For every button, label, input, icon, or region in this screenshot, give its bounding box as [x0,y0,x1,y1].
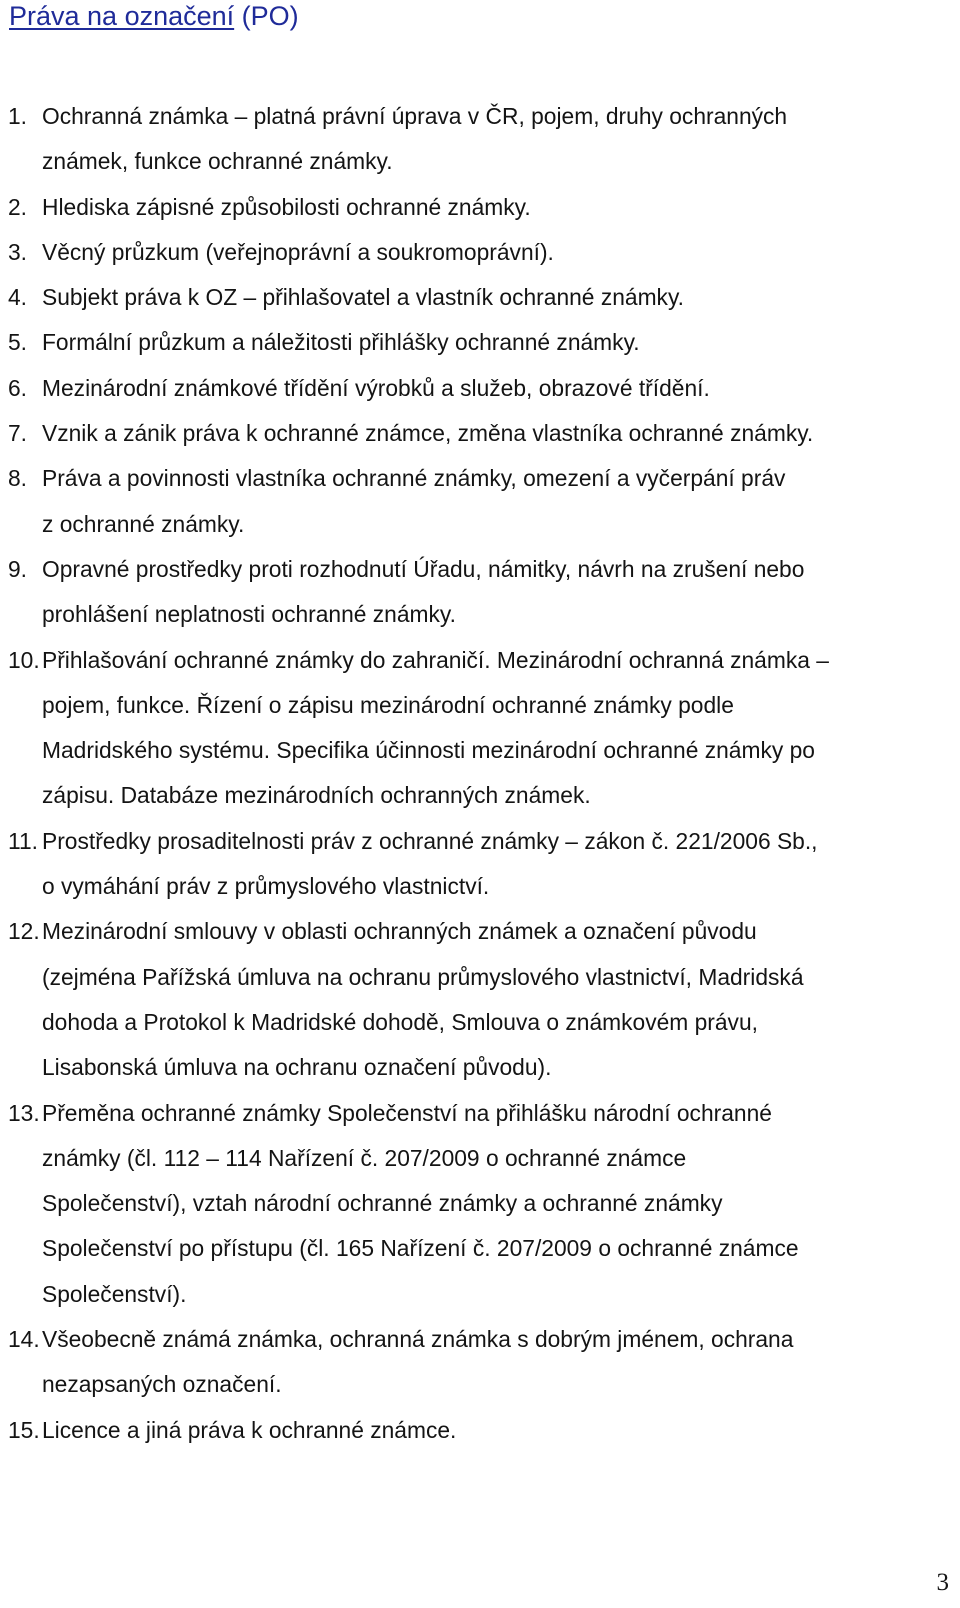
list-item-text-line: Opravné prostředky proti rozhodnutí Úřadu, námitky, návrh na zrušení nebo [42,555,805,582]
list-item-text-line: Vznik a zánik práva k ochranné známce, změna vlastníka ochranné známky. [42,420,814,447]
list-item-text-line: o vymáhání práv z průmyslového vlastnictví. [42,873,490,900]
list-item-text-line: Ochranná známka – platná právní úprava v ČR, pojem, druhy ochranných [42,103,788,129]
list-item-text-line: Přeměna ochranné známky Společenství na přihlášku národní ochranné [42,1099,772,1126]
list-item-number: 1. [8,103,28,129]
list-item [0,1091,960,1317]
list-item-text-line: pojem, funkce. Řízení o zápisu mezinárodní ochranné známky podle [42,691,734,718]
list-item-number: 12. [8,918,40,945]
list-item-number: 7. [8,420,28,447]
list-item-text-line: Společenství), vztah národní ochranné známky a ochranné známky [42,1190,723,1217]
list-item-number: 5. [8,329,28,356]
list-item-text-line: dohoda a Protokol k Madridské dohodě, Smlouva o známkovém právu, [42,1008,758,1035]
list-item-text-line: prohlášení neplatnosti ochranné známky. [42,601,456,628]
title-link[interactable]: Práva na označení [9,1,235,31]
list-item-number: 14. [8,1326,40,1353]
page-title [9,0,299,32]
list-item-text-line: z ochranné známky. [42,510,245,537]
list-item [0,275,960,320]
list-item-text-line: Práva a povinnosti vlastníka ochranné známky, omezení a vyčerpání práv [42,465,786,492]
list-item-text-line: nezapsaných označení. [42,1371,282,1398]
list-item-text-line: (zejména Pařížská úmluva na ochranu průmyslového vlastnictví, Madridská [42,963,804,990]
list-item-text-line: Prostředky prosaditelnosti práv z ochranné známky – zákon č. 221/2006 Sb., [42,827,818,854]
list-item [0,1408,960,1453]
title-suffix: (PO) [234,1,299,31]
list-item-number: 6. [8,374,28,401]
list-item [0,366,960,411]
list-item-number: 11. [8,827,38,854]
list-item-text-line: známky (čl. 112 – 114 Nařízení č. 207/2009 o ochranné známce [42,1144,687,1171]
list-item-text-line: Přihlašování ochranné známky do zahraničí. Mezinárodní ochranná známka – [42,646,829,673]
list-item [0,638,960,819]
list-item-number: 2. [8,193,28,220]
list-item-text-line: Formální průzkum a náležitosti přihlášky ochranné známky. [42,329,640,356]
list-item-text-line: Lisabonská úmluva na ochranu označení původu). [42,1054,552,1081]
list-item-text-line: zápisu. Databáze mezinárodních ochranných známek. [42,782,591,809]
list-item-text-line: Licence a jiná práva k ochranné známce. [42,1416,457,1443]
list-item [0,456,960,547]
list-item-number: 3. [8,238,28,265]
list-item [0,1317,960,1408]
list-item [0,547,960,638]
topic-list [0,94,960,1453]
list-item-text-line: Společenství). [42,1280,187,1307]
list-item-number: 4. [8,284,28,311]
list-item [0,320,960,365]
list-item-text-line: Madridského systému. Specifika účinnosti mezinárodní ochranné známky po [42,737,815,764]
list-item-text-line: Mezinárodní známkové třídění výrobků a služeb, obrazové třídění. [42,374,710,401]
list-item-text-line: Všeobecně známá známka, ochranná známka s dobrým jménem, ochrana [42,1326,794,1353]
list-item-text-line: známek, funkce ochranné známky. [42,148,393,175]
list-item [0,909,960,1090]
list-item-number: 15. [8,1416,40,1443]
list-item-number: 9. [8,555,28,582]
list-item [0,819,960,910]
list-item-text-line: Hlediska zápisné způsobilosti ochranné známky. [42,193,531,220]
list-item [0,185,960,230]
list-item-text-line: Subjekt práva k OZ – přihlašovatel a vlastník ochranné známky. [42,284,684,311]
list-item-text-line: Společenství po přístupu (čl. 165 Nařízení č. 207/2009 o ochranné známce [42,1235,799,1262]
list-item [0,230,960,275]
list-item [0,411,960,456]
list-item [0,94,960,185]
list-item-number: 10. [8,646,40,673]
list-item-text-line: Věcný průzkum (veřejnoprávní a soukromoprávní). [42,238,554,265]
list-item-number: 13. [8,1099,40,1126]
list-item-number: 8. [8,465,28,492]
page-number: 3 [936,1569,949,1596]
list-item-text-line: Mezinárodní smlouvy v oblasti ochranných známek a označení původu [42,918,757,945]
